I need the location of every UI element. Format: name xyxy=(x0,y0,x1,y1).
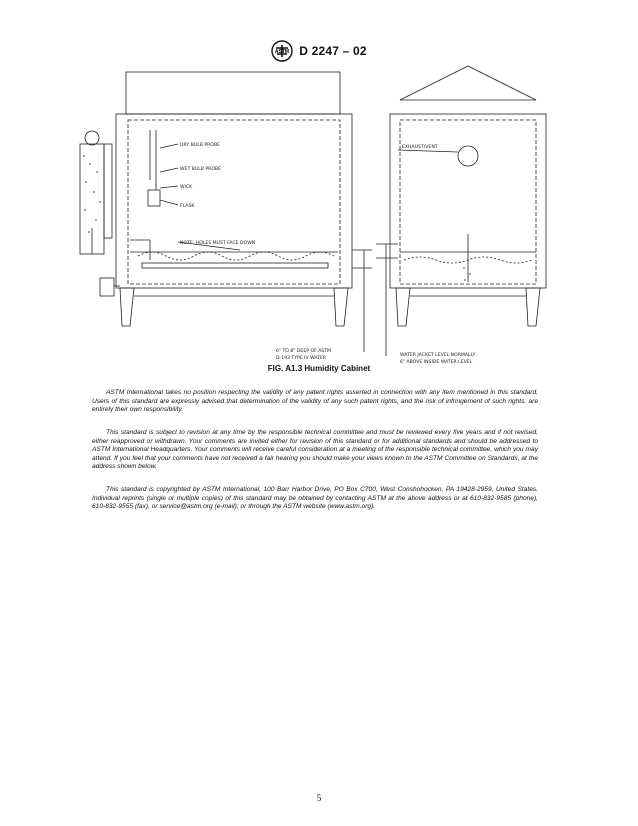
page-number: 5 xyxy=(316,793,322,803)
cabinet-leg xyxy=(334,288,348,326)
cabinet-leg xyxy=(120,288,134,326)
cabinet-leg xyxy=(396,288,410,326)
humidity-cabinet-drawing xyxy=(60,60,580,380)
svg-text:ASTM: ASTM xyxy=(275,49,290,55)
flask-label: FLASK xyxy=(180,204,195,209)
cabinet-roof-right xyxy=(400,66,536,100)
dry-bulb-probe-label: DRY BULB PROBE xyxy=(180,143,221,148)
flask xyxy=(148,190,160,206)
water-depth-label: 6" TO 8" DEEP OF ASTM xyxy=(276,349,331,354)
water-depth-label-2: D-193 TYPE IV WATER xyxy=(276,356,327,361)
standard-designation: D 2247 – 02 xyxy=(299,44,367,58)
patent-notice: ASTM International takes no position respecting the validity of any patent rights asserted in connection with any item mentioned in this standard. Users of this standard are expressly advised that determination of the validity of any such patent rights, and the risk of infringement of such rights, are entirely their own responsibility. xyxy=(92,389,538,414)
cabinet-body-left xyxy=(116,114,352,288)
heater-box xyxy=(100,278,114,296)
wick-label: WICK xyxy=(180,185,193,190)
water-jacket-label-2: 6" ABOVE INSIDE WATER LEVEL xyxy=(400,360,473,365)
cabinet-lid-left xyxy=(126,72,340,114)
exhaust-vent-label: EXHAUST/VENT xyxy=(402,145,438,150)
wet-bulb-probe-label: WET BULB PROBE xyxy=(180,167,222,172)
cabinet-leg xyxy=(526,288,540,326)
revision-notice: This standard is subject to revision at any time by the responsible technical committee and must be reviewed every five years and if not revised, either reapproved or withdrawn. Your comments are invited either for revision of this standard or for additional standards and should be addressed to ASTM International Headquarters. Your comments will receive careful consideration at a meeting of the responsible technical committee, which you may attend. If you feel that your comments have not received a fair hearing you should make your views known to the ASTM Committee on Standards, at the address shown below. xyxy=(92,429,538,471)
exhaust-vent xyxy=(458,146,478,166)
figure-caption: FIG. A1.3 Humidity Cabinet xyxy=(267,364,371,373)
water-jacket-label: WATER JACKET LEVEL NORMALLY xyxy=(400,353,476,358)
copyright-notice: This standard is copyrighted by ASTM International, 100 Barr Harbor Drive, PO Box C700, West Conshohocken, PA 19428-2959, United States. Individual reprints (single or multiple copies) of this standard may be obtained by contacting ASTM at the above address or at 610-832-9585 (phone), 610-832-9555 (fax), or service@astm.org (e-mail); or through the ASTM website (www.astm.org). xyxy=(92,486,538,511)
holes-note-label: NOTE: HOLES MUST FACE DOWN xyxy=(180,241,256,246)
astm-logo-icon xyxy=(271,40,293,62)
gauge-dial xyxy=(85,131,99,145)
